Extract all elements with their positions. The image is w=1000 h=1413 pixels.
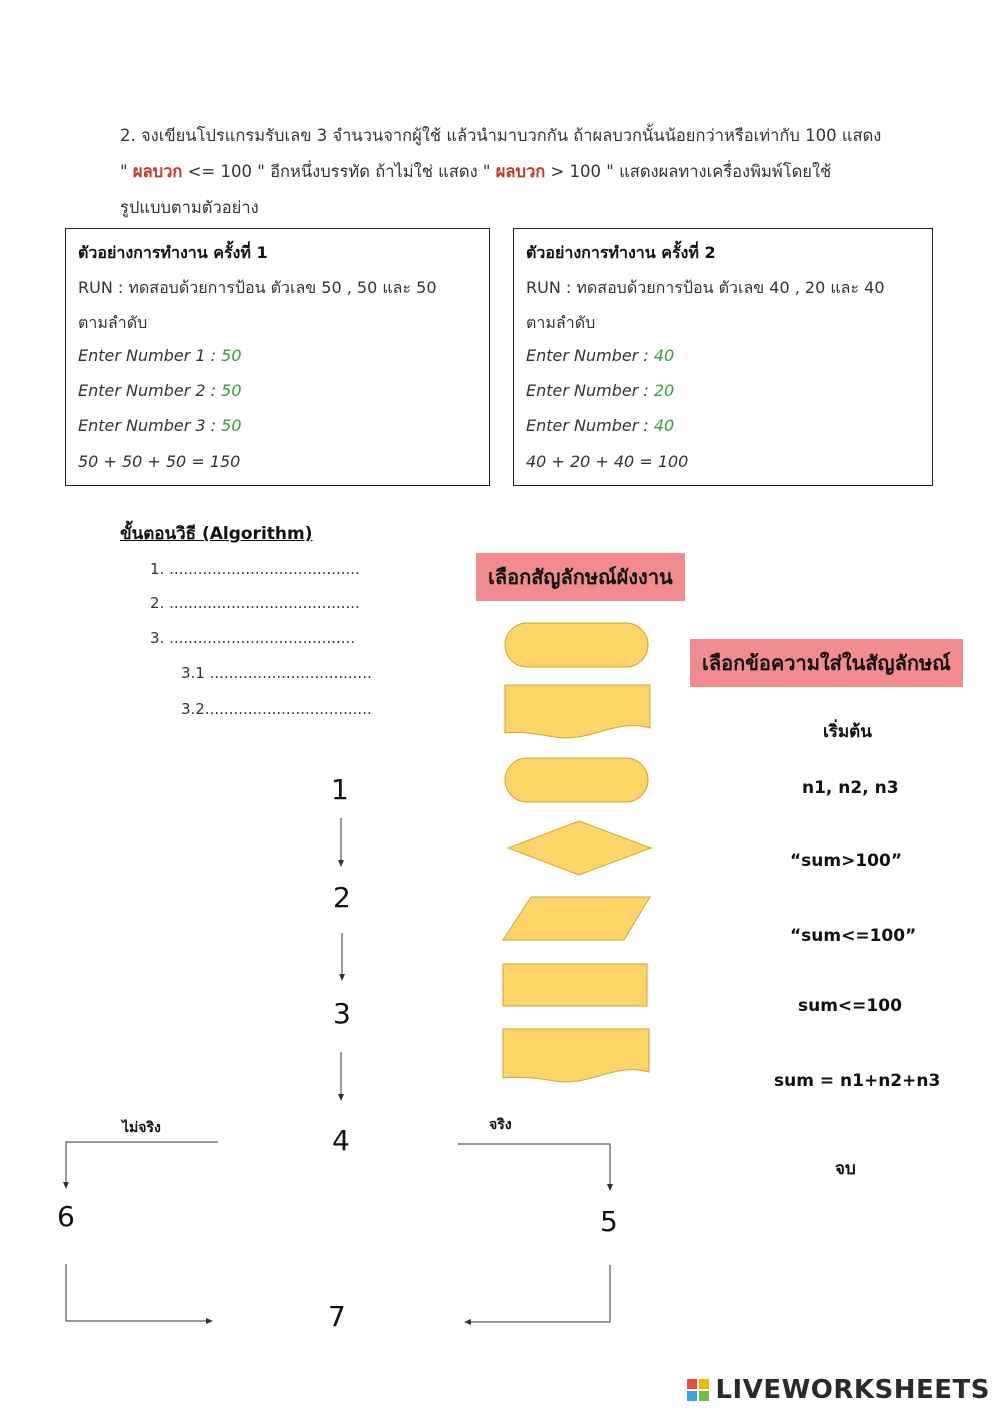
symbol-palette [495,615,665,1095]
decision-symbol[interactable] [508,821,651,875]
flow-number-3[interactable]: 3 [333,997,351,1030]
arrow-4-to-6 [66,1142,218,1188]
arrow-4-to-5 [458,1144,610,1190]
flow-number-4[interactable]: 4 [332,1124,350,1157]
input-output-symbol[interactable] [503,897,650,940]
keyword-sum-2: ผลบวก [495,162,546,181]
flow-number-6[interactable]: 6 [57,1200,75,1233]
algorithm-step-3[interactable]: 3. ....................................... [150,629,356,647]
algorithm-step-1[interactable]: 1. ........................................ [150,560,360,578]
algorithm-step-3-2[interactable]: 3.2................................... [181,700,372,718]
logo-text: LIVEWORKSHEETS [715,1375,990,1405]
true-label: จริง [489,1117,512,1133]
choose-text-header: เลือกข้อความใส่ในสัญลักษณ์ [690,639,963,687]
question-line-1: 2. จงเขียนโปรแกรมรับเลข 3 จำนวนจากผู้ใช้ แล้วนำมาบวกกัน ถ้าผลบวกนั้นน้อยกว่าหรือเท่ากับ 100 แสดง [120,126,882,145]
false-label: ไม่จริง [122,1120,161,1136]
question-text [120,118,900,226]
terminator-symbol-2[interactable] [505,758,648,802]
arrow-6-to-7 [66,1264,212,1321]
flow-number-5[interactable]: 5 [600,1205,618,1238]
example-2-input-3: Enter Number : 40 [526,416,675,435]
process-symbol[interactable] [503,964,647,1006]
example-box-1 [65,228,490,486]
answer-sum-le-100-text[interactable]: “sum<=100” [790,926,917,946]
flow-number-7[interactable]: 7 [328,1300,346,1333]
example-2-input-2: Enter Number : 20 [526,381,675,400]
question-line-3: รูปแบบตามตัวอย่าง [120,198,259,217]
example-2-input-1: Enter Number : 40 [526,346,675,365]
flow-number-1[interactable]: 1 [331,773,349,806]
example-2-run-line-1: RUN : ทดสอบด้วยการป้อน ตัวเลข 40 , 20 และ 40 [526,278,885,297]
algorithm-heading: ขั้นตอนวิธี (Algorithm) [120,524,313,544]
quote-mark: " [120,162,128,181]
liveworksheets-logo [687,1375,990,1405]
document-symbol-2[interactable] [503,1029,649,1082]
example-box-2 [513,228,933,486]
logo-blocks-icon [687,1379,709,1401]
answer-sum-le-100-condition[interactable]: sum<=100 [798,996,902,1016]
answer-sum-formula[interactable]: sum = n1+n2+n3 [774,1071,941,1091]
terminator-symbol-1[interactable] [505,623,648,667]
example-2-title: ตัวอย่างการทำงาน ครั้งที่ 2 [526,243,716,262]
example-1-run-line-2: ตามลำดับ [78,313,148,332]
answer-sum-gt-100-text[interactable]: “sum>100” [790,851,903,871]
example-1-result: 50 + 50 + 50 = 150 [78,452,241,471]
keyword-sum-1: ผลบวก [132,162,183,181]
example-2-result: 40 + 20 + 40 = 100 [526,452,689,471]
example-1-run-line-1: RUN : ทดสอบด้วยการป้อน ตัวเลข 50 , 50 และ 50 [78,278,437,297]
document-symbol-1[interactable] [505,685,650,738]
flow-number-2[interactable]: 2 [333,881,351,914]
question-line-2-end: > 100 " แสดงผลทางเครื่องพิมพ์โดยใช้ [550,162,832,181]
choose-symbol-header: เลือกสัญลักษณ์ผังงาน [476,553,685,601]
example-1-input-3: Enter Number 3 : 50 [78,416,242,435]
answer-start[interactable]: เริ่มต้น [823,722,872,742]
arrow-5-to-7 [465,1265,610,1322]
example-1-input-2: Enter Number 2 : 50 [78,381,242,400]
question-line-2-mid: <= 100 " อีกหนึ่งบรรทัด ถ้าไม่ใช่ แสดง " [187,162,491,181]
question-line-2 [120,154,900,190]
example-2-run-line-2: ตามลำดับ [526,313,596,332]
answer-inputs[interactable]: n1, n2, n3 [802,778,899,798]
answer-end[interactable]: จบ [835,1159,856,1179]
algorithm-step-2[interactable]: 2. ........................................ [150,594,360,612]
algorithm-step-3-1[interactable]: 3.1 .................................. [181,664,372,682]
example-1-input-1: Enter Number 1 : 50 [78,346,242,365]
example-1-title: ตัวอย่างการทำงาน ครั้งที่ 1 [78,243,268,262]
